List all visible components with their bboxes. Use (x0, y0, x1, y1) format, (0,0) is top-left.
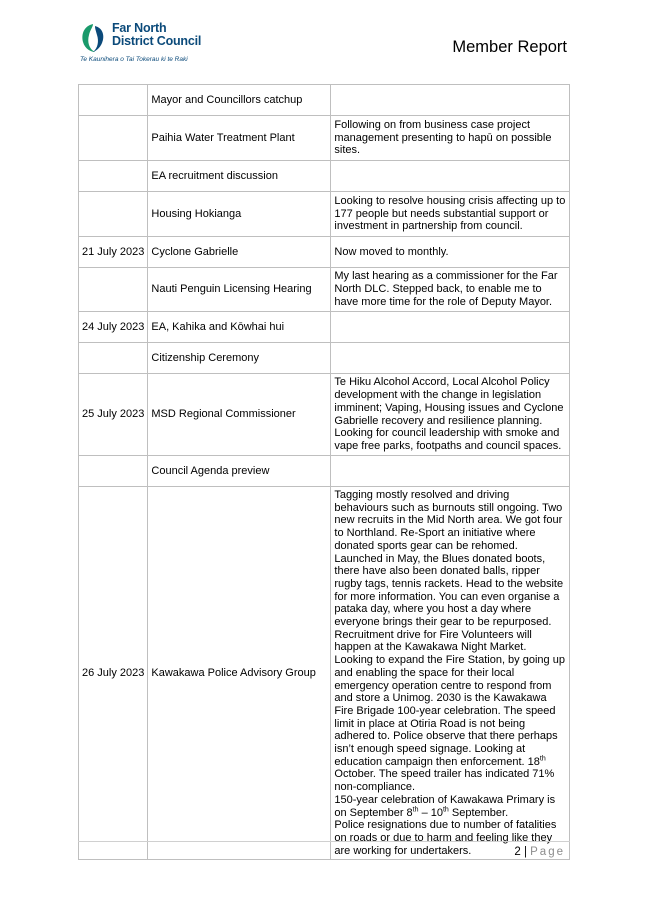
row-date (79, 192, 148, 237)
notes-paragraph-3 (334, 794, 566, 819)
org-name-line1: Far North (112, 21, 167, 35)
activity-table (78, 84, 570, 860)
row-date: 24 July 2023 (79, 312, 148, 343)
org-name-line2: District Council (112, 34, 202, 48)
row-item: Citizenship Ceremony (148, 343, 331, 374)
row-date (79, 343, 148, 374)
row-date (79, 456, 148, 487)
footer-divider (78, 841, 570, 842)
page-number (514, 846, 565, 858)
notes-text: – 10 (418, 806, 443, 819)
row-notes (331, 487, 570, 860)
row-item: Nauti Penguin Licensing Hearing (148, 268, 331, 312)
row-item: MSD Regional Commissioner (148, 374, 331, 456)
row-notes: Now moved to monthly. (331, 237, 570, 268)
ordinal-suffix: th (412, 805, 419, 813)
fern-logo-icon (80, 22, 106, 54)
row-date (79, 161, 148, 192)
notes-paragraph-1: Tagging mostly resolved and driving behaviours such as burnouts still ongoing. Two new recruits in the Mid North area. We got four to Northland. Re-Sport an initiative where donated sports gear can be rehomed. Launched in May, the Blues donated boots, there have also been donated balls, ripper rugby tags, tennis rackets. Head to the website for more information. You can even organise a pataka day, where you host a day where everyone brings their gear to be repurposed. (334, 489, 564, 629)
row-notes (331, 85, 570, 116)
row-notes (331, 343, 570, 374)
notes-text: 150-year celebration of Kawakawa Primary is on September 8 (334, 793, 556, 819)
row-notes (331, 161, 570, 192)
org-name (112, 22, 201, 48)
row-item: Kawakawa Police Advisory Group (148, 487, 331, 860)
row-item: Council Agenda preview (148, 456, 331, 487)
table-row (79, 116, 570, 161)
row-notes (331, 456, 570, 487)
table-row (79, 312, 570, 343)
ordinal-suffix: th (442, 805, 449, 813)
council-logo (80, 20, 210, 70)
table-row-police (79, 487, 570, 860)
row-date: 21 July 2023 (79, 237, 148, 268)
row-date (79, 85, 148, 116)
row-date (79, 116, 148, 161)
row-item: EA recruitment discussion (148, 161, 331, 192)
notes-text: Recruitment drive for Fire Volunteers will happen at the Kawakawa Night Market. Looking to expand the Fire Station, by going up and enabling the space for their local emergency operation centre to respond from and store a Unimog. 2030 is the Kawakawa Fire Brigade 100-year celebration. The speed limit in place at Otiria Road is not being adhered to. Police observe that there perhaps isn’t enough speed signage. Looking at education campaign then enforcement. 18 (334, 628, 565, 768)
row-date: 25 July 2023 (79, 374, 148, 456)
table-row (79, 237, 570, 268)
row-item: Paihia Water Treatment Plant (148, 116, 331, 161)
notes-text: October. The speed trailer has indicated 71% non-compliance. (334, 768, 555, 794)
row-item: EA, Kahika and Kōwhai hui (148, 312, 331, 343)
page-number-value: 2 (514, 846, 521, 858)
table-row (79, 343, 570, 374)
row-notes: My last hearing as a commissioner for the Far North DLC. Stepped back, to enable me to have more time for the role of Deputy Mayor. (331, 268, 570, 312)
notes-text: September. (448, 806, 509, 819)
org-tagline: Te Kaunihera o Tai Tokerau ki te Raki (80, 56, 188, 63)
table-row (79, 192, 570, 237)
page-label: Page (530, 846, 565, 858)
table-row (79, 374, 570, 456)
row-notes: Te Hiku Alcohol Accord, Local Alcohol Policy development with the change in legislation imminent; Vaping, Housing issues and Cyclone Gabrielle recovery and resilience planning. Looking for council leadership with smoke and vape free parks, footpaths and council spaces. (331, 374, 570, 456)
row-notes: Following on from business case project management presenting to hapū on possible sites. (331, 116, 570, 161)
notes-paragraph-4: Police resignations due to number of fatalities on roads or due to harm and feeling like they are working for undertakers. (334, 819, 557, 857)
table-row (79, 161, 570, 192)
row-item: Mayor and Councillors catchup (148, 85, 331, 116)
row-notes: Looking to resolve housing crisis affecting up to 177 people but needs substantial support or investment in partnership from council. (331, 192, 570, 237)
ordinal-suffix: th (539, 755, 546, 763)
table-row (79, 268, 570, 312)
table-row (79, 85, 570, 116)
row-date: 26 July 2023 (79, 487, 148, 860)
row-notes (331, 312, 570, 343)
row-item: Housing Hokianga (148, 192, 331, 237)
row-date (79, 268, 148, 312)
table-row (79, 456, 570, 487)
report-title: Member Report (452, 38, 567, 56)
notes-paragraph-2 (334, 629, 566, 794)
page-separator: | (523, 846, 527, 858)
row-item: Cyclone Gabrielle (148, 237, 331, 268)
